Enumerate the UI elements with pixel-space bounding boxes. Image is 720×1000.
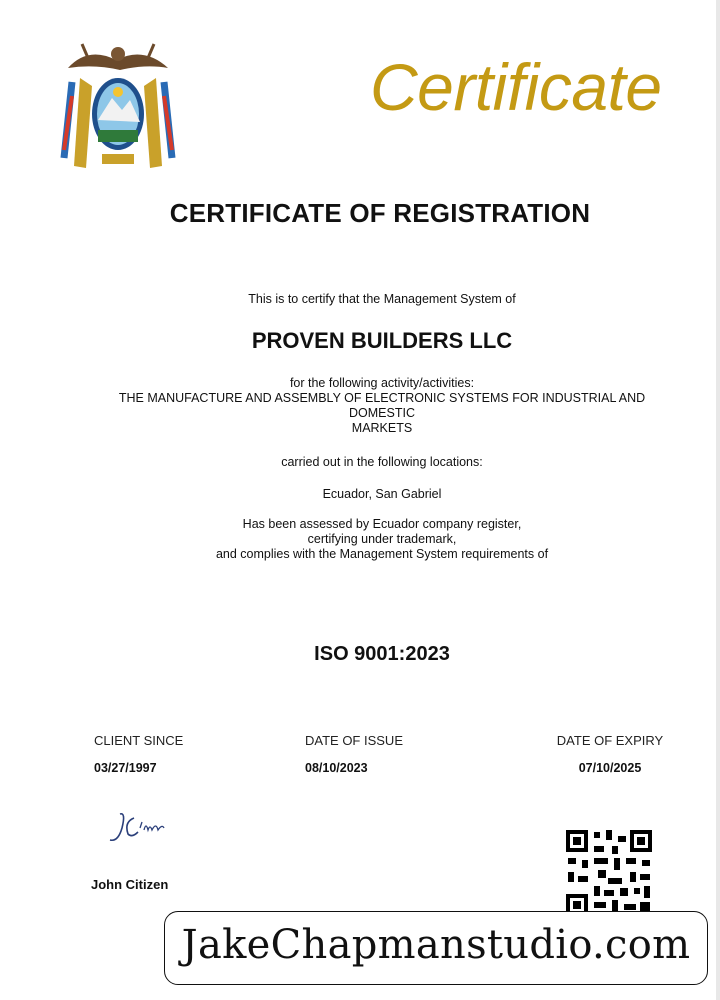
activity-line: MARKETS bbox=[351, 421, 413, 435]
activity-line: THE MANUFACTURE AND ASSEMBLY OF ELECTRONIC SYSTEMS FOR INDUSTRIAL AND bbox=[118, 391, 646, 405]
date-of-expiry-value: 07/10/2025 bbox=[578, 761, 642, 775]
date-of-expiry-label: DATE OF EXPIRY bbox=[556, 733, 664, 748]
certificate-title: CERTIFICATE OF REGISTRATION bbox=[169, 198, 591, 228]
client-since-label: CLIENT SINCE bbox=[94, 733, 184, 748]
certify-intro: This is to certify that the Management System of bbox=[248, 292, 516, 306]
activity-intro: for the following activity/activities: bbox=[289, 376, 475, 390]
signer-name: John Citizen bbox=[91, 877, 169, 892]
assessment-line: Has been assessed by Ecuador company register, bbox=[242, 517, 522, 531]
assessment-block bbox=[0, 517, 720, 562]
date-of-issue bbox=[305, 733, 403, 775]
date-of-issue-label: DATE OF ISSUE bbox=[305, 733, 403, 748]
certificate-heading: Certificate bbox=[370, 50, 662, 124]
activity-line: DOMESTIC bbox=[349, 406, 415, 420]
iso-standard: ISO 9001:2023 bbox=[314, 643, 450, 665]
locations-intro: carried out in the following locations: bbox=[281, 455, 483, 469]
handwritten-signature bbox=[104, 808, 168, 852]
ecuador-coat-of-arms-icon bbox=[58, 38, 178, 174]
assessment-line: and complies with the Management System requirements of bbox=[215, 547, 549, 561]
activity-block bbox=[0, 376, 720, 436]
date-of-issue-value: 08/10/2023 bbox=[305, 761, 368, 775]
assessment-line: certifying under trademark, bbox=[307, 532, 457, 546]
client-since bbox=[94, 733, 183, 775]
client-since-value: 03/27/1997 bbox=[94, 761, 157, 775]
watermark-text: JakeChapmanstudio.com bbox=[181, 922, 691, 968]
date-of-expiry bbox=[555, 733, 665, 775]
watermark-banner bbox=[164, 911, 708, 985]
location-value: Ecuador, San Gabriel bbox=[322, 487, 442, 501]
company-name: PROVEN BUILDERS LLC bbox=[251, 328, 513, 353]
qr-code-icon bbox=[564, 828, 654, 918]
